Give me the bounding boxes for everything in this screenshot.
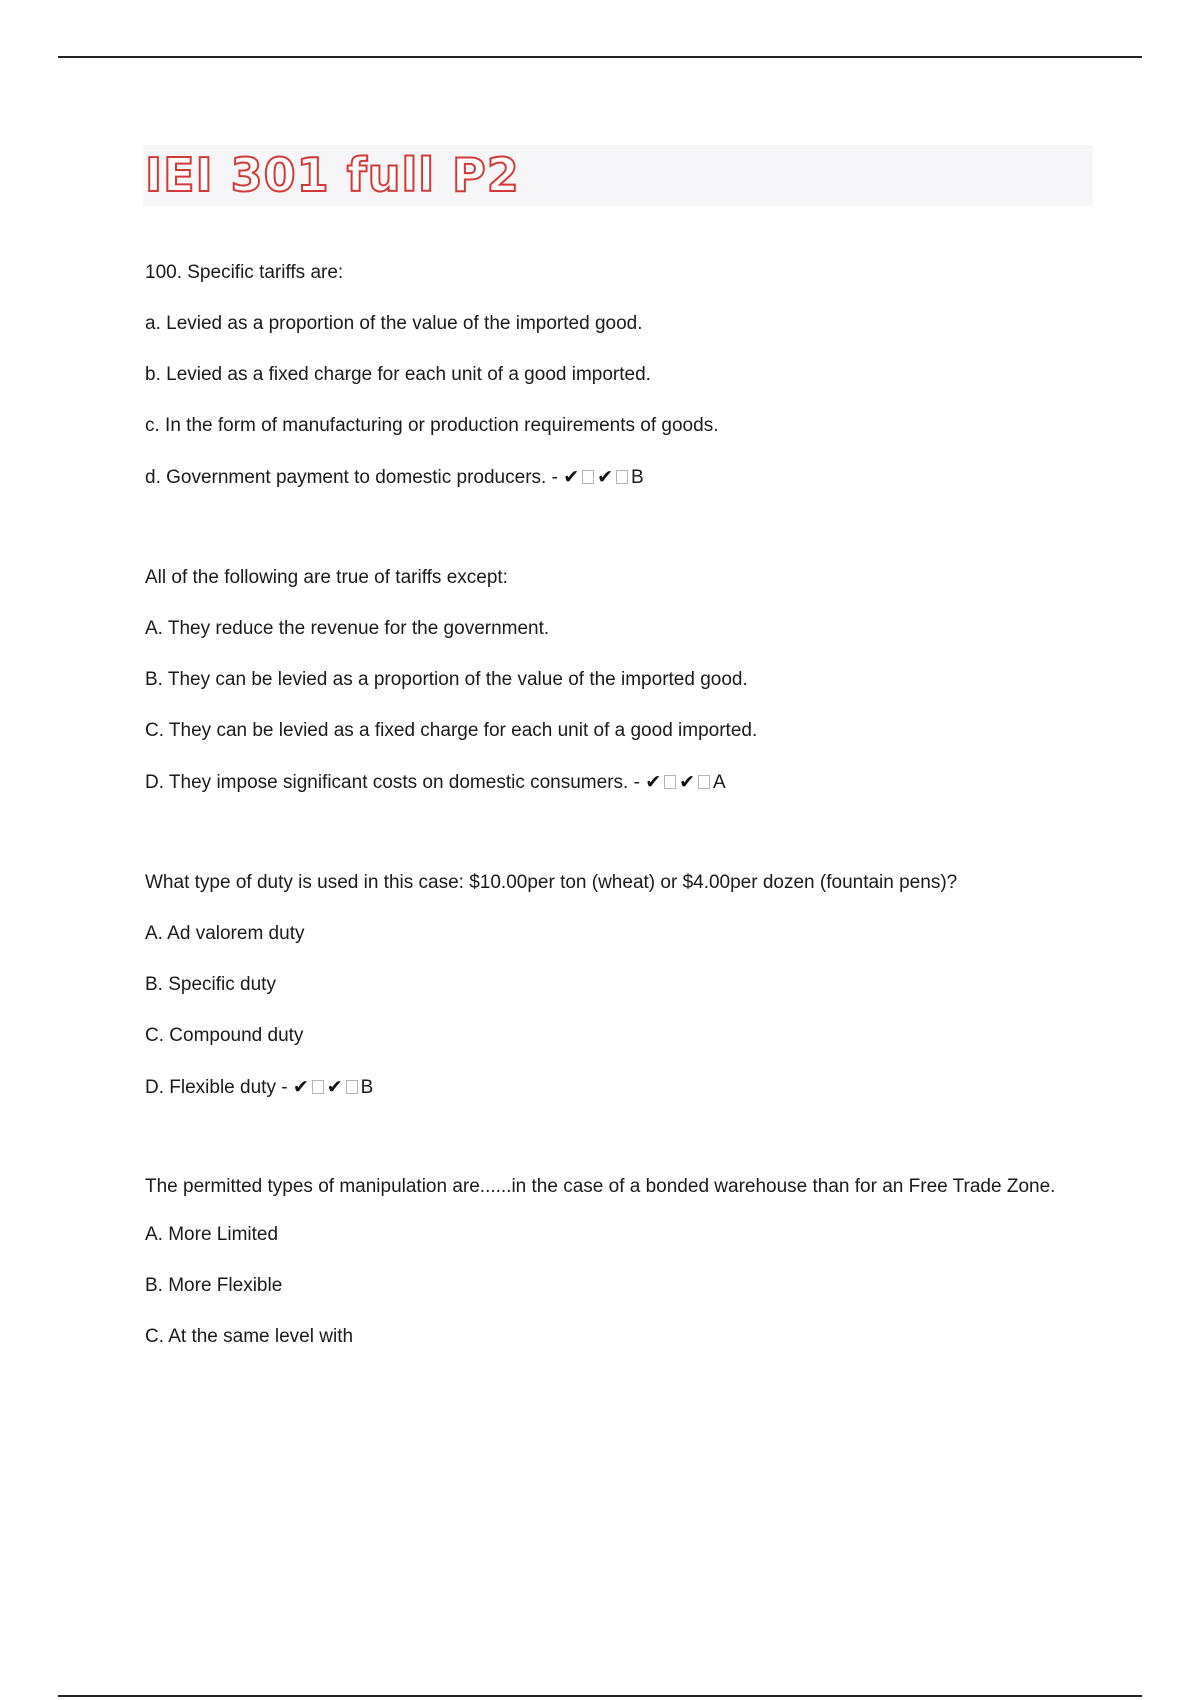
answer-option-text: D. Flexible duty - xyxy=(145,1077,288,1098)
answer-key: A xyxy=(713,772,726,793)
checkmark-icon: ✔ xyxy=(597,466,614,488)
answer-option-text: D. They impose significant costs on domestic consumers. - xyxy=(145,772,640,793)
answer-option-with-key xyxy=(145,462,1085,493)
box-glyph-icon xyxy=(346,1080,358,1094)
answer-option: C. They can be levied as a fixed charge for each unit of a good imported. xyxy=(145,720,758,741)
checkmark-icon: ✔ xyxy=(326,1076,343,1098)
box-glyph-icon xyxy=(664,775,676,789)
answer-option-with-key xyxy=(145,1072,1085,1103)
answer-option: B. Specific duty xyxy=(145,974,276,995)
bottom-divider xyxy=(58,1695,1142,1697)
question-stem: 100. Specific tariffs are: xyxy=(145,262,344,283)
box-glyph-icon xyxy=(616,470,628,484)
top-divider xyxy=(58,56,1142,58)
question-stem: What type of duty is used in this case: $10.00per ton (wheat) or $4.00per dozen (fountain pens)? xyxy=(145,872,958,893)
checkmark-icon: ✔ xyxy=(563,466,580,488)
box-glyph-icon xyxy=(312,1080,324,1094)
checkmark-icon: ✔ xyxy=(645,771,662,793)
box-glyph-icon xyxy=(698,775,710,789)
answer-option-text: d. Government payment to domestic producers. - xyxy=(145,467,558,488)
question-stem: The permitted types of manipulation are......in the case of a bonded warehouse than for an Free Trade Zone. xyxy=(145,1176,1056,1197)
question-block xyxy=(145,258,1085,493)
answer-option: A. Ad valorem duty xyxy=(145,923,305,944)
question-list xyxy=(145,258,1085,1352)
answer-option-with-key xyxy=(145,767,1085,798)
box-glyph-icon xyxy=(582,470,594,484)
answer-option: B. More Flexible xyxy=(145,1275,283,1296)
answer-option: A. More Limited xyxy=(145,1224,279,1245)
answer-key: B xyxy=(360,1077,374,1098)
answer-key: B xyxy=(631,467,644,488)
checkmark-icon: ✔ xyxy=(292,1076,309,1098)
answer-option: c. In the form of manufacturing or production requirements of goods. xyxy=(145,415,719,436)
checkmark-icon: ✔ xyxy=(679,771,696,793)
answer-option: C. Compound duty xyxy=(145,1025,304,1046)
question-block xyxy=(145,868,1085,1103)
question-stem: All of the following are true of tariffs except: xyxy=(145,567,508,588)
document-title: IEI 301 full P2 xyxy=(145,148,520,202)
question-block xyxy=(145,1172,1085,1352)
question-block xyxy=(145,563,1085,798)
answer-option: A. They reduce the revenue for the government. xyxy=(145,618,550,639)
answer-option: B. They can be levied as a proportion of the value of the imported good. xyxy=(145,669,748,690)
answer-option: b. Levied as a fixed charge for each unit of a good imported. xyxy=(145,364,651,385)
answer-option: a. Levied as a proportion of the value of the imported good. xyxy=(145,313,643,334)
answer-option: C. At the same level with xyxy=(145,1326,354,1347)
